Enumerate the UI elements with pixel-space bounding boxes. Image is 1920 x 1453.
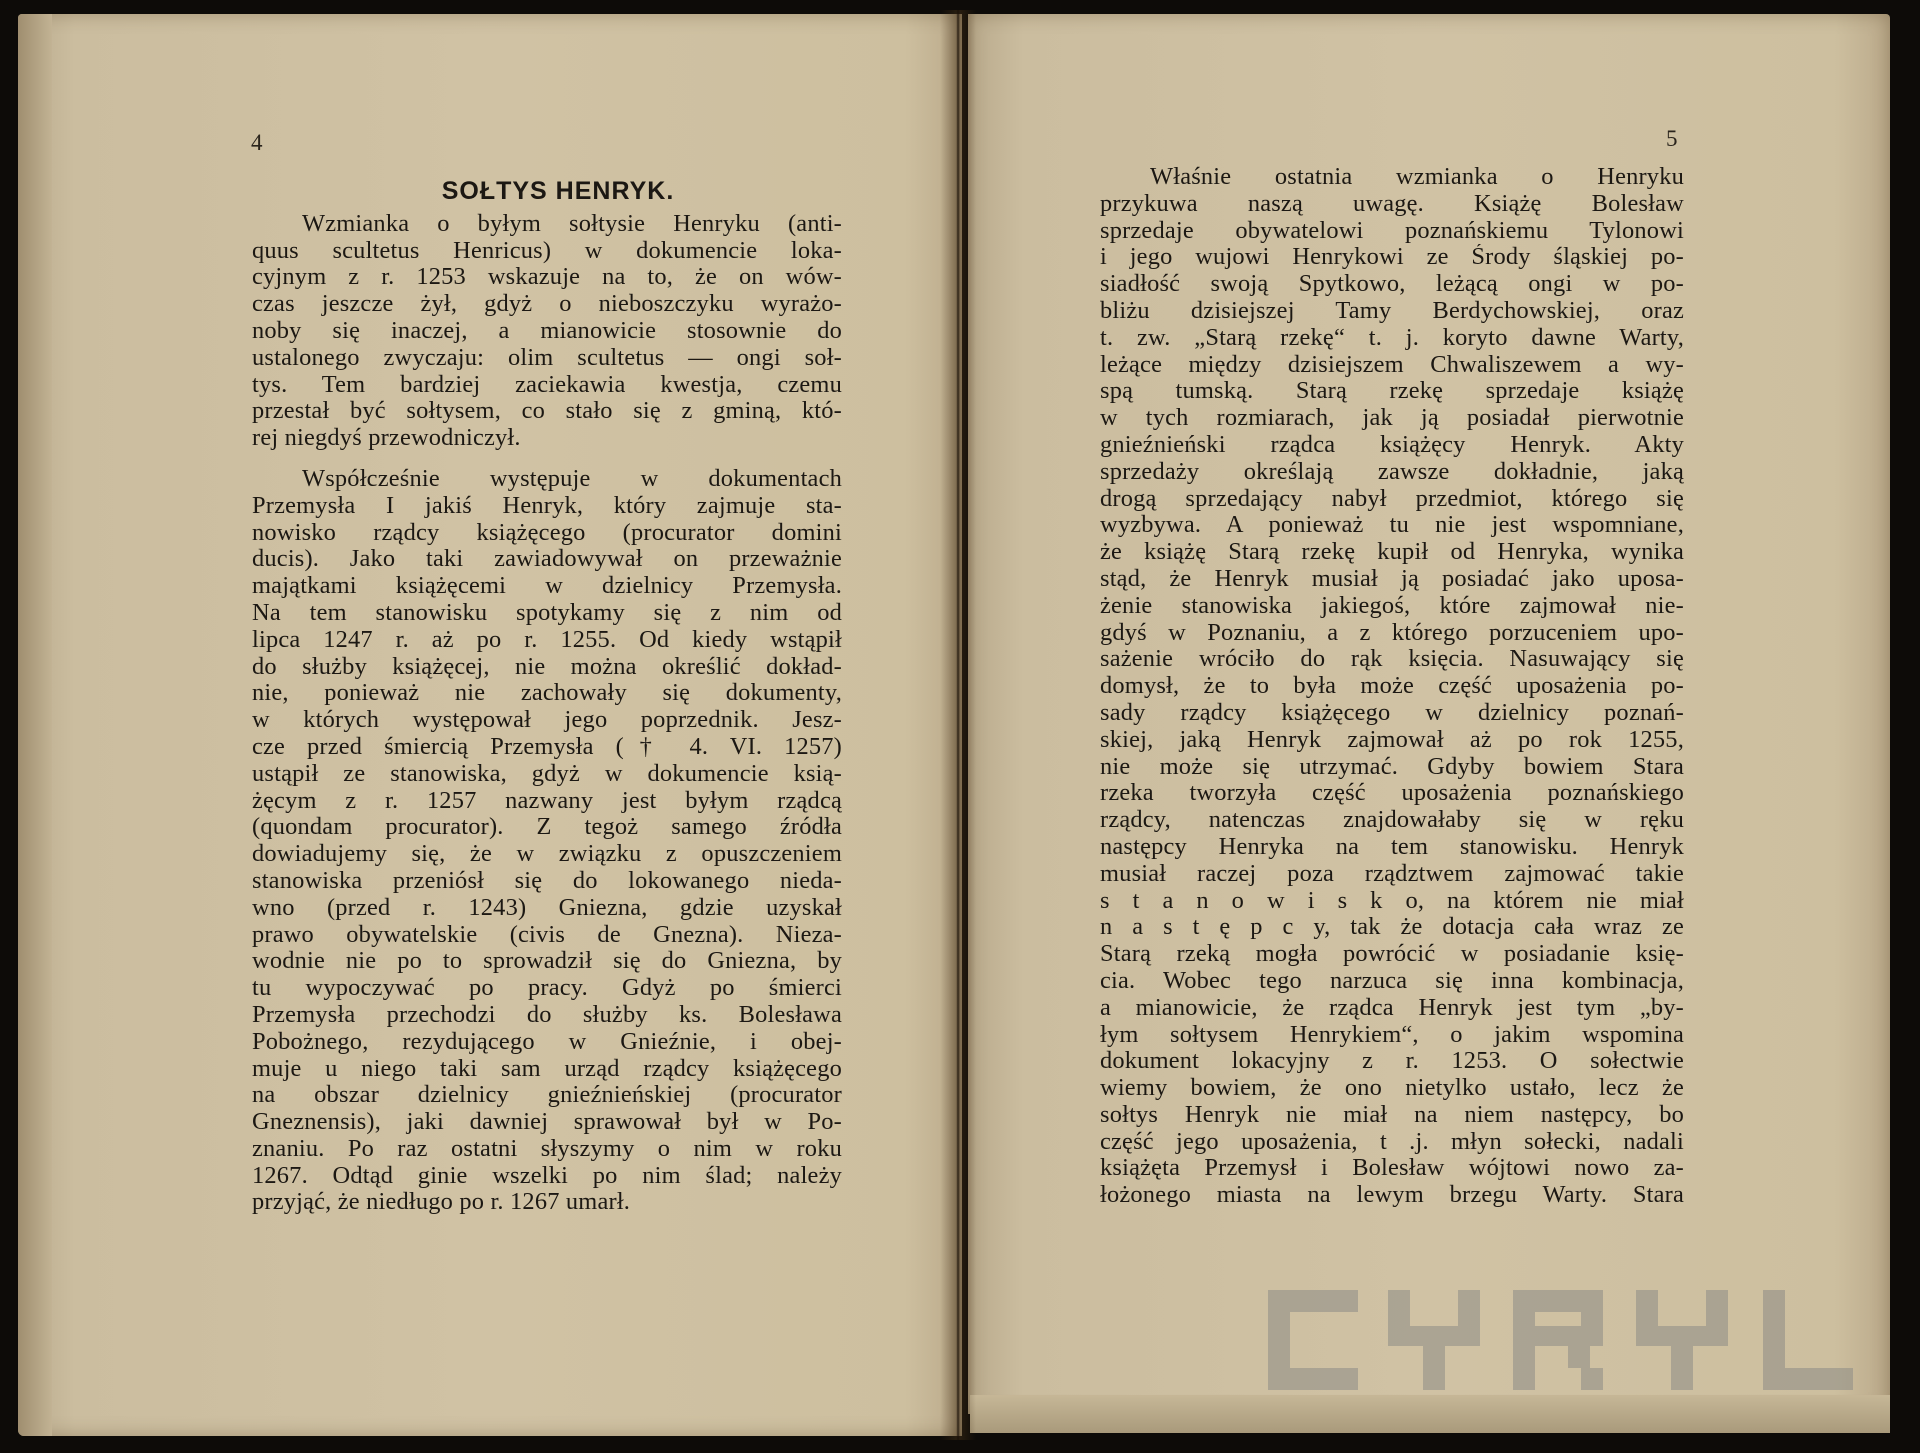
text-line: część jego uposażenia, t .j. młyn sołecki, nadali [1100,1128,1684,1155]
right-text-column [1100,164,1684,1209]
book-gutter [940,10,976,1440]
text-line: Współcześnie występuje w dokumentach [302,465,842,492]
text-line: noby się inaczej, a mianowicie stosownie do [252,317,842,344]
text-line: sady rządcy książęcego w dzielnicy poznań- [1100,699,1684,726]
text-line: tys. Tem bardziej zaciekawia kwestja, czemu [252,371,842,398]
text-line: wodnie nie po to sprowadził się do Gniezna, by [252,948,842,975]
text-line: rządcy, natenczas znajdowałaby się w ręku [1100,807,1684,834]
text-line: nie, ponieważ nie zachowały się dokumenty, [252,680,842,707]
page-number-left: 4 [251,130,263,155]
text-line: (quondam procurator). Z tegoż samego źródła [252,814,842,841]
text-line: przykuwa naszą uwagę. Książę Bolesław [1100,190,1684,217]
text-line: następcy Henryka na tem stanowisku. Henryk [1100,833,1684,860]
left-paragraph-1 [252,211,842,452]
right-page-bottom-edge [970,1395,1890,1433]
text-line: w których występował jego poprzednik. Jesz- [252,707,842,734]
text-line: tu wypoczywać po pracy. Gdyż po śmierci [252,975,842,1002]
text-line: przyjąć, że niedługo po r. 1267 umarł. [252,1189,631,1216]
text-line: skiej, jaką Henryk zajmował aż po rok 1255, [1100,726,1684,753]
text-line: cze przed śmiercią Przemysła († 4. VI. 1257) [252,733,842,760]
text-line: ustalonego zwyczaju: olim scultetus — ongi soł- [252,344,842,371]
text-line: spą tumską. Starą rzekę sprzedaje książę [1100,378,1684,405]
text-line: łym sołtysem Henrykiem“, o jakim wspomina [1100,1021,1684,1048]
text-line: stąd, że Henryk musiał ją posiadać jako uposa- [1100,565,1684,592]
text-line: n a s t ę p c y, tak że dotacja cała wraz ze [1100,914,1684,941]
page-number-right: 5 [1666,126,1678,151]
text-line: domysł, że to była może część uposażenia po- [1100,673,1684,700]
text-line: Na tem stanowisku spotykamy się z nim od [252,599,842,626]
text-line: na obszar dzielnicy gnieźnieńskiej (procurator [252,1082,842,1109]
text-line: leżące między dzisiejszem Chwaliszewem a wy- [1100,351,1684,378]
left-text-column [252,178,842,1216]
text-line: siadłość swoją Spytkowo, leżącą ongi w po- [1100,271,1684,298]
text-line: żęcym z r. 1257 nazwany jest byłym rządcą [252,787,842,814]
left-page-edge [18,14,52,1436]
text-line: gdyś w Poznaniu, a z którego porzuceniem upo- [1100,619,1684,646]
text-line: sprzedaje obywatelowi poznańskiemu Tylonowi [1100,217,1684,244]
cyryl-watermark-logo [1268,1290,1868,1400]
text-line: ustąpił ze stanowiska, gdyż w dokumencie ksią- [252,760,842,787]
chapter-title: SOŁTYS HENRYK. [441,177,675,205]
text-line: Przemysła I jakiś Henryk, który zajmuje sta- [252,492,842,519]
text-line: sażenie wróciło do rąk księcia. Nasuwający się [1100,646,1684,673]
text-line: cyjnym z r. 1253 wskazuje na to, że on wów- [252,264,842,291]
text-line: Właśnie ostatnia wzmianka o Henryku [1150,164,1684,190]
text-line: dowiadujemy się, że w związku z opuszczeniem [252,841,842,868]
text-line: wyzbywa. A ponieważ tu nie jest wspomniane, [1100,512,1684,539]
text-line: nowisko rządcy książęcego (procurator domini [252,519,842,546]
text-line: w tych rozmiarach, jak ją posiadał pierwotnie [1100,405,1684,432]
text-line: wiemy bowiem, że ono nietylko ustało, lecz że [1100,1075,1684,1102]
text-line: muje u niego taki sam urząd rządcy książęcego [252,1055,842,1082]
text-line: i jego wujowi Henrykowi ze Środy śląskiej po- [1100,244,1684,271]
text-line: rzeka tworzyła część uposażenia poznańskiego [1100,780,1684,807]
text-line: do służby książęcej, nie można określić dokład- [252,653,842,680]
text-line: wno (przed r. 1243) Gniezna, gdzie uzyskał [252,894,842,921]
text-line: nie może się utrzymać. Gdyby bowiem Stara [1100,753,1684,780]
text-line: przestał być sołtysem, co stało się z gminą, któ- [252,398,842,425]
text-line: rej niegdyś przewodniczył. [252,425,521,452]
text-line: bliżu dzisiejszej Tamy Berdychowskiej, oraz [1100,297,1684,324]
text-line: książęta Przemysł i Bolesław wójtowi nowo za- [1100,1155,1684,1182]
text-line: że książę Starą rzekę kupił od Henryka, wynika [1100,539,1684,566]
text-line: znaniu. Po raz ostatni słyszymy o nim w roku [252,1135,842,1162]
right-paragraph-1 [1100,164,1684,1209]
text-line: a mianowicie, że rządca Henryk jest tym „by- [1100,994,1684,1021]
text-line: czas jeszcze żył, gdyż o nieboszczyku wyrażo- [252,291,842,318]
text-line: quus scultetus Henricus) w dokumencie loka- [252,237,842,264]
text-line: dokument lokacyjny z r. 1253. O sołectwie [1100,1048,1684,1075]
left-paragraph-2 [252,466,842,1216]
text-line: Wzmianka o byłym sołtysie Henryku (anti- [302,210,842,237]
text-line: sprzedaży określają zawsze dokładnie, jaką [1100,458,1684,485]
text-line: 1267. Odtąd ginie wszelki po nim ślad; należy [252,1162,842,1189]
text-line: majątkami książęcemi w dzielnicy Przemysła. [252,573,842,600]
text-line: t. zw. „Starą rzekę“ t. j. koryto dawne Warty, [1100,324,1684,351]
text-line: gnieźnieński rządca książęcy Henryk. Akty [1100,431,1684,458]
text-line: żenie stanowiska jakiegoś, które zajmował nie- [1100,592,1684,619]
text-line: stanowiska przeniósł się do lokowanego nieda- [252,867,842,894]
text-line: sołtys Henryk nie miał na niem następcy, bo [1100,1101,1684,1128]
text-line: Przemysła przechodzi do służby ks. Bolesława [252,1001,842,1028]
text-line: s t a n o w i s k o, na którem nie miał [1100,887,1684,914]
text-line: łożonego miasta na lewym brzegu Warty. Stara [1100,1182,1684,1209]
text-line: Starą rzeką mogła powrócić w posiadanie księ- [1100,941,1684,968]
text-line: drogą sprzedający nabył przedmiot, którego się [1100,485,1684,512]
text-line: Pobożnego, rezydującego w Gnieźnie, i obej- [252,1028,842,1055]
text-line: prawo obywatelskie (civis de Gnezna). Nieza- [252,921,842,948]
text-line: lipca 1247 r. aż po r. 1255. Od kiedy wstąpił [252,626,842,653]
text-line: cia. Wobec tego narzuca się inna kombinacja, [1100,967,1684,994]
text-line: Gneznensis), jaki dawniej sprawował był w Po- [252,1109,842,1136]
text-line: musiał raczej poza rządztwem zajmować takie [1100,860,1684,887]
text-line: ducis). Jako taki zawiadowywał on przeważnie [252,546,842,573]
